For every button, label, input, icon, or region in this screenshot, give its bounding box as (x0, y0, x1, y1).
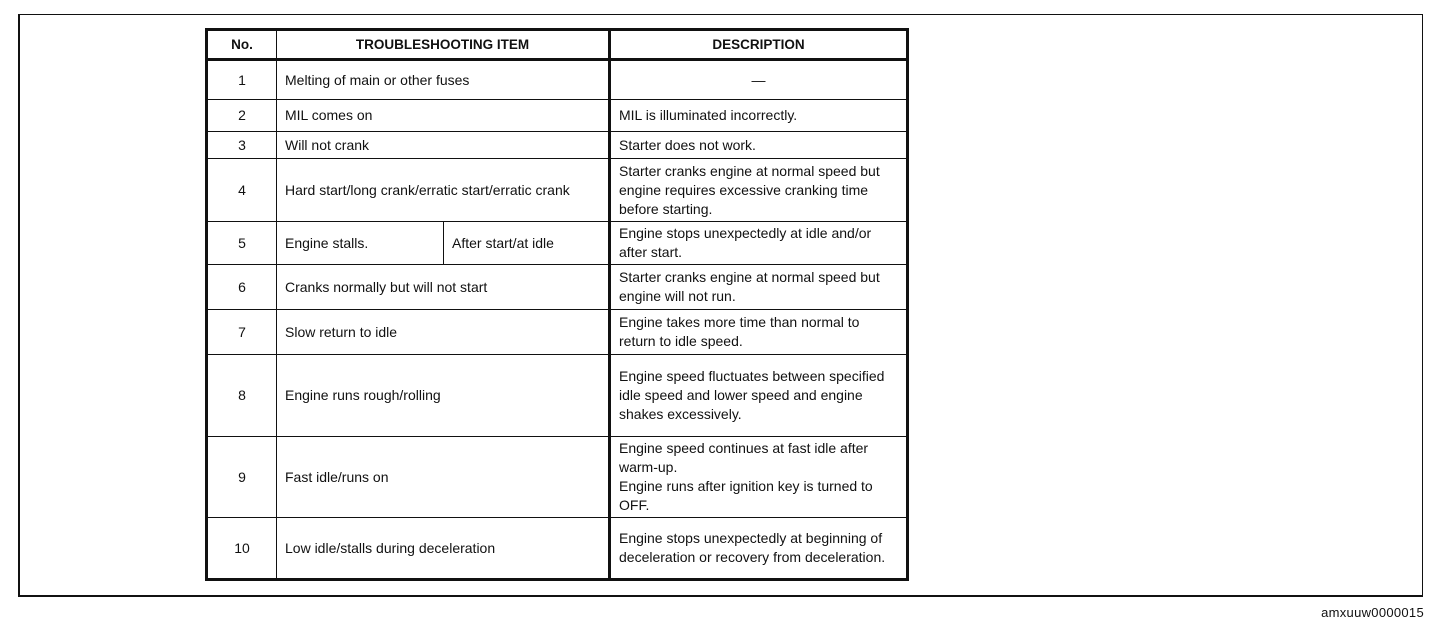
description: Engine stops unexpectedly at idle and/or after start. (610, 222, 908, 265)
troubleshooting-item: Fast idle/runs on (277, 437, 610, 518)
table-row (207, 310, 908, 355)
table-row (207, 100, 908, 132)
row-number: 7 (207, 310, 277, 355)
troubleshooting-item: Engine stalls. (277, 222, 444, 265)
description-cell (610, 437, 908, 518)
row-number: 9 (207, 437, 277, 518)
troubleshooting-item: Will not crank (277, 132, 610, 159)
table-row (207, 518, 908, 580)
row-number: 6 (207, 265, 277, 310)
row-number: 5 (207, 222, 277, 265)
troubleshooting-item: Slow return to idle (277, 310, 610, 355)
table-row (207, 355, 908, 437)
table-row (207, 437, 908, 518)
troubleshooting-table (205, 28, 909, 581)
troubleshooting-item: Low idle/stalls during deceleration (277, 518, 610, 580)
header-description: DESCRIPTION (610, 30, 908, 60)
description: Starter cranks engine at normal speed but engine requires excessive cranking time before starting. (610, 159, 908, 222)
troubleshooting-item: Cranks normally but will not start (277, 265, 610, 310)
description: — (610, 60, 908, 100)
troubleshooting-item: Melting of main or other fuses (277, 60, 610, 100)
description: Starter does not work. (610, 132, 908, 159)
description: MIL is illuminated incorrectly. (610, 100, 908, 132)
header-no: No. (207, 30, 277, 60)
description: Starter cranks engine at normal speed but engine will not run. (610, 265, 908, 310)
row-number: 8 (207, 355, 277, 437)
description: Engine stops unexpectedly at beginning of deceleration or recovery from deceleration. (610, 518, 908, 580)
description-secondary: Engine runs after ignition key is turned to OFF. (619, 478, 873, 513)
header-troubleshooting-item: TROUBLESHOOTING ITEM (277, 30, 610, 60)
troubleshooting-subitem: After start/at idle (444, 222, 610, 265)
table-row (207, 222, 908, 265)
troubleshooting-item: MIL comes on (277, 100, 610, 132)
figure-id: amxuuw0000015 (1321, 605, 1424, 620)
table-row (207, 132, 908, 159)
table-header-row (207, 30, 908, 60)
troubleshooting-item: Engine runs rough/rolling (277, 355, 610, 437)
troubleshooting-item: Hard start/long crank/erratic start/erratic crank (277, 159, 610, 222)
description: Engine takes more time than normal to return to idle speed. (610, 310, 908, 355)
description: Engine speed fluctuates between specified idle speed and lower speed and engine shakes excessively. (610, 355, 908, 437)
table-row (207, 60, 908, 100)
row-number: 10 (207, 518, 277, 580)
row-number: 4 (207, 159, 277, 222)
row-number: 3 (207, 132, 277, 159)
table-row (207, 265, 908, 310)
description: Engine speed continues at fast idle after warm-up. (619, 440, 869, 475)
table-row (207, 159, 908, 222)
row-number: 2 (207, 100, 277, 132)
row-number: 1 (207, 60, 277, 100)
